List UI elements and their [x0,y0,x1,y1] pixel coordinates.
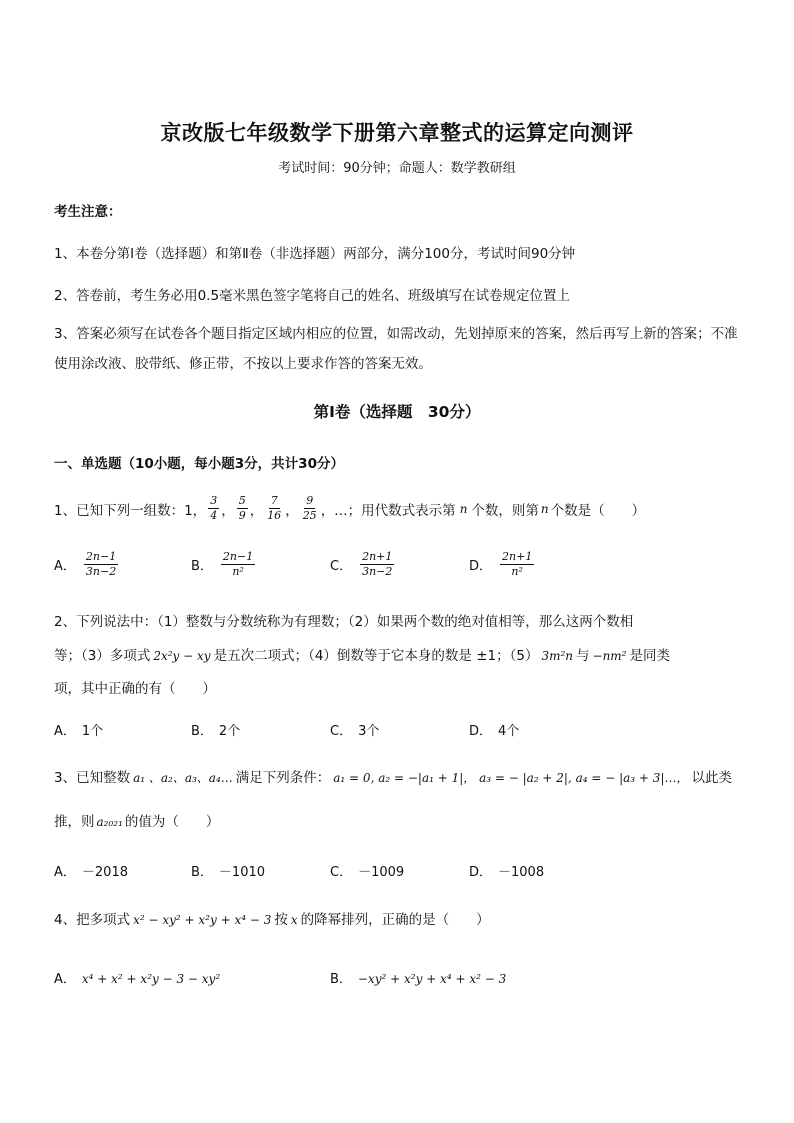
notice-item-1: 1、本卷分第Ⅰ卷（选择题）和第Ⅱ卷（非选择题）两部分，满分100分，考试时间90分钟 [54,246,576,262]
q4-option-b[interactable]: B． −xy² + x²y + x⁴ + x² − 3 [330,972,507,987]
q1-fraction: $\frac{9}{25}$ [302,494,317,522]
q3-option-a[interactable]: A． －2018 [54,865,128,880]
q1-var-n: n [459,501,468,516]
q1-fraction: $\frac{5}{9}$ [238,494,246,522]
q1-text: 个数，则第 [471,502,539,519]
q1-option-b[interactable]: B． $\frac{2n-1}{\text{n²}}$ [191,550,254,578]
q1-prefix: 1、已知下列一组数：1， [54,502,207,519]
question-2-line-2: 等；（3）多项式 2x²y − xy 是五次二项式；（4）倒数等于它本身的数是 ±1；（5） 3m²n 与 −nm² 是同类 [54,648,670,664]
question-1: 1、已知下列一组数：1， $\frac{3}{4}$ ， $\frac{5}{9}$ ， $\frac{7}{16}$ ， $\frac{9}{25}$ ，…；用代数式表示第 n 个数，则第 n 个数是（ ） [54,494,646,522]
q4-option-a[interactable]: A． x⁴ + x² + x²y − 3 − xy² [54,972,221,987]
q3-option-b[interactable]: B． －1010 [191,865,266,880]
q2-option-c[interactable]: C． 3个 [330,724,380,739]
question-2-line-3: 项，其中正确的有（ ） [54,681,216,697]
q1-option-d[interactable]: D． $\frac{2n+1}{\text{n²}}$ [469,550,533,578]
q1-option-c[interactable]: C． $\frac{2n+1}{3n-2}$ [330,550,393,578]
exam-info: 考试时间：90分钟；命题人：数学教研组 [278,161,516,176]
part-heading: 一、单选题（10小题，每小题3分，共计30分） [54,456,344,472]
q2-option-d[interactable]: D． 4个 [469,724,520,739]
notice-item-2: 2、答卷前，考生务必用0.5毫米黑色签字笔将自己的姓名、班级填写在试卷规定位置上 [54,288,571,304]
notice-heading: 考生注意： [54,204,122,220]
question-4: 4、把多项式 x² − xy² + x²y + x⁴ − 3 按 x 的降幂排列，正确的是（ ） [54,912,490,928]
question-2-line-1: 2、下列说法中：（1）整数与分数统称为有理数；（2）如果两个数的绝对值相等，那么这两个数相 [54,614,634,630]
q3-option-d[interactable]: D． －1008 [469,865,545,880]
q1-text: ，…；用代数式表示第 [320,502,456,519]
q2-option-b[interactable]: B． 2个 [191,724,241,739]
page-title: 京改版七年级数学下册第六章整式的运算定向测评 [160,120,634,145]
section-title: 第Ⅰ卷（选择题 30分） [313,403,481,421]
q1-text: 个数是（ ） [550,502,646,519]
question-3-line-2: 推，则 a₂₀₂₁ 的值为（ ） [54,814,220,830]
q1-var-n: n [540,501,549,516]
q1-fraction: $\frac{3}{4}$ [210,494,218,522]
q2-option-a[interactable]: A． 1个 [54,724,104,739]
q1-option-a[interactable]: A． $\frac{2n-1}{3n-2}$ [54,550,117,578]
notice-item-3: 3、答案必须写在试卷各个题目指定区域内相应的位置，如需改动，先划掉原来的答案，然后再写上新的答案；不准使用涂改液、胶带纸、修正带，不按以上要求作答的答案无效。 [54,326,738,372]
q3-option-c[interactable]: C． －1009 [330,865,405,880]
question-3-line-1: 3、已知整数 a₁ 、a₂、a₃、a₄… 满足下列条件： a₁ = 0, a₂ = −|a₁ + 1|， a₃ = − |a₂ + 2|, a₄ = − |a₃ + 3|…， 以此类 [54,770,732,786]
q1-fraction: $\frac{7}{16}$ [267,494,282,522]
